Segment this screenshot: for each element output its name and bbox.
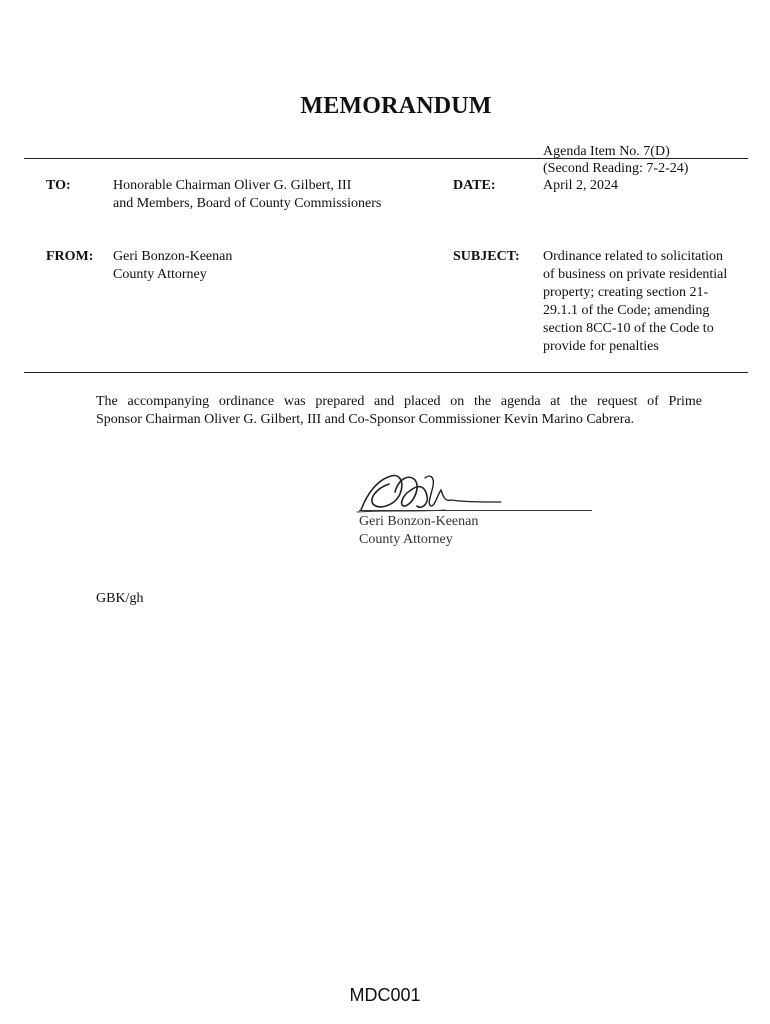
reading-note: (Second Reading: 7-2-24) (543, 161, 689, 176)
memo-body (96, 393, 702, 429)
subject-line: section 8CC-10 of the Code to (543, 321, 714, 336)
signature-block (359, 513, 478, 549)
date-label: DATE: (453, 178, 496, 193)
from-label: FROM: (46, 249, 94, 264)
reference-initials: GBK/gh (96, 591, 144, 606)
body-line: The accompanying ordinance was prepared and placed on the agenda at the request of Prime (96, 394, 702, 409)
body-rule (24, 372, 748, 373)
agenda-item-number: Agenda Item No. 7(D) (543, 144, 670, 159)
page-footer-code: MDC001 (349, 985, 421, 1005)
date-value: April 2, 2024 (543, 178, 619, 193)
signatory-name: Geri Bonzon-Keenan (359, 514, 479, 529)
subject-line: property; creating section 21- (543, 285, 709, 300)
from-line: Geri Bonzon-Keenan (113, 249, 233, 264)
subject-value (543, 248, 727, 356)
agenda-block (543, 143, 688, 177)
subject-label: SUBJECT: (453, 249, 520, 264)
subject-line: of business on private residential (543, 267, 728, 282)
from-line: County Attorney (113, 267, 207, 282)
signature-line (359, 510, 592, 511)
to-line: Honorable Chairman Oliver G. Gilbert, III (113, 178, 352, 193)
subject-line: Ordinance related to solicitation (543, 249, 723, 264)
body-line: Sponsor Chairman Oliver G. Gilbert, III and Co-Sponsor Commissioner Kevin Marino Cabrera. (96, 412, 635, 427)
from-sender (113, 248, 232, 284)
subject-line: provide for penalties (543, 339, 659, 354)
to-label: TO: (46, 178, 71, 193)
to-recipient (113, 177, 381, 213)
subject-line: 29.1.1 of the Code; amending (543, 303, 710, 318)
header-rule (24, 158, 748, 159)
to-line: and Members, Board of County Commissioners (113, 196, 382, 211)
signatory-role: County Attorney (359, 532, 453, 547)
memo-title: MEMORANDUM (300, 93, 492, 119)
